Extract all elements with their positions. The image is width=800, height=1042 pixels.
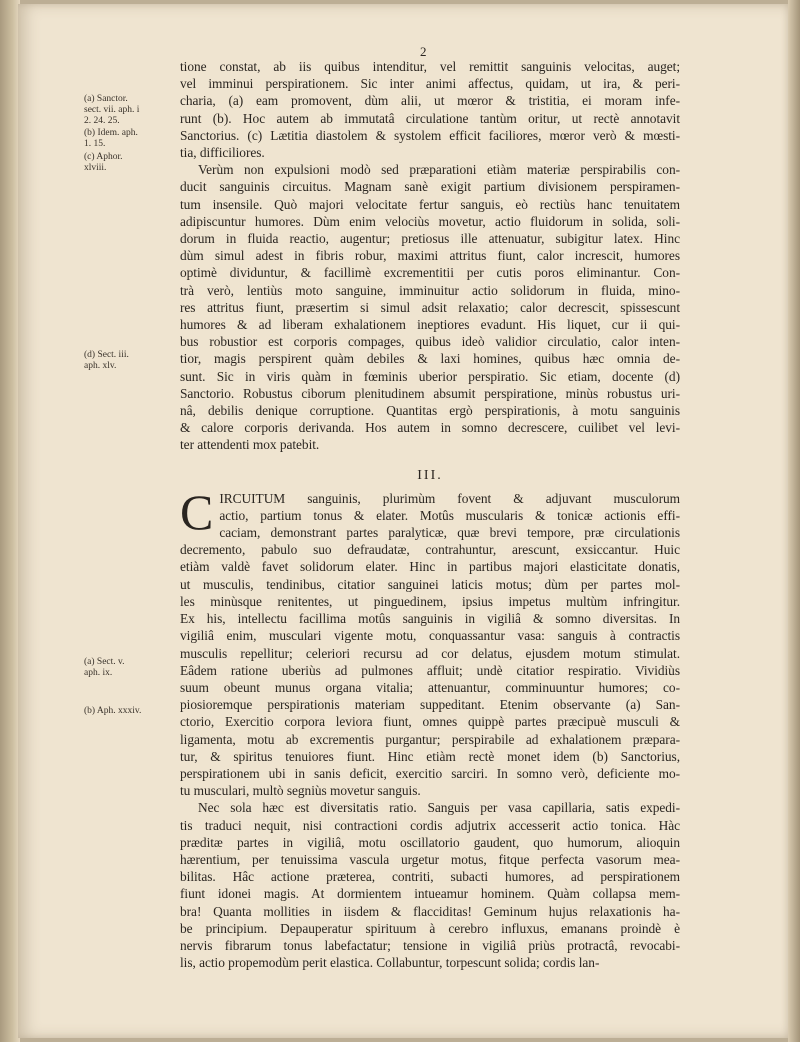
text-line: præditæ partes in vigiliâ, motu oscillatorio gaudent, quo humorum, alioquin [180, 834, 680, 850]
page-number: 2 [420, 44, 427, 59]
text-line: piosioremque perspirationis materiam suppeditant. Etenim observante (a) San- [180, 697, 680, 713]
text-line: ducit sanguinis circuitus. Magnam sanè exigit partium divisionem perspiramen- [180, 179, 680, 195]
text-line: sunt. Sic in viris quàm in fœminis uberior perspiratio. Sic etiam, docente (d) [180, 368, 680, 384]
text-line: caciam, demonstrant partes paralyticæ, quæ brevi tempore, præ circulationis [219, 525, 680, 541]
text-line: actio, partium tonus & elater. Motûs muscularis & tonicæ actionis effi- [219, 507, 680, 523]
text-line: trà verò, lentiùs moto sanguine, imminuitur actio solidorum in fluida, mino- [180, 282, 680, 298]
text-line: adipiscuntur humores. Dùm enim velociùs movetur, actio fluidorum in solida, soli- [180, 213, 680, 229]
text-line: & calore corporis derivanda. Hos autem in somno decrescere, cuilibet vel levi- [180, 420, 680, 436]
text-line: tione constat, ab iis quibus intenditur, vel remittit sanguinis velocitas, auget; [180, 59, 680, 74]
text-line: ut musculis, tendinibus, citatior sanguinei laticis motus; dùm per partes mol- [180, 576, 680, 592]
text-line: nâ, debilis denique corruptione. Quantitas ergò perspirationis, à motu sanguinis [180, 403, 680, 419]
text-line: tis traduci nequit, nisi contractioni cordis adjutrix accesserit actio tonica. Hàc [180, 817, 680, 833]
text-line: etiàm valdè favet solidorum elater. Hinc in partibus majori elasticitate donatis, [180, 559, 680, 575]
margin-note: (a) Sanctor. sect. vii. aph. i 2. 24. 25. [84, 94, 140, 126]
text-line: charia, (a) eam promovent, dùm alii, ut mœror & tristitia, ei moram infe- [180, 93, 680, 109]
page-gutter-shadow [0, 0, 20, 1042]
paragraph [180, 58, 680, 161]
paragraph [180, 483, 680, 800]
text-line: bilitas. Hâc actione præterea, contriti, subacti humores, ad perspirationem [180, 869, 680, 885]
paragraph [180, 161, 680, 453]
text-line: Nec sola hæc est diversitatis ratio. Sanguis per vasa capillaria, satis expedi- [198, 800, 680, 816]
text-line: runt (b). Hoc autem ab immutatâ circulatione tantùm oritur, ut rectè annotavit [180, 110, 680, 126]
section-heading: III. [417, 467, 443, 483]
text-line: Ex his, intellectu facillima motûs sanguinis in vigiliâ & somno diversitas. In [180, 611, 680, 627]
text-line: decremento, pabulo suo defraudatæ, contrahuntur, arescunt, exsiccantur. Huic [180, 542, 680, 558]
text-line: IRCUITUM sanguinis, plurimùm fovent & adjuvant musculorum [219, 490, 680, 506]
text-line: lis, actio propemodùm perit elastica. Collabuntur, torpescunt solida; cordis lan- [180, 955, 600, 971]
text-line: bus robustior est corporis compages, quibus ideò validior circulatio, calor inten- [180, 334, 680, 350]
text-line: hærentium, per tenuissima vascula urgetur motus, fitque perfecta vasorum mea- [180, 851, 680, 867]
text-line: ctorio, Exercitio corpora leviora fiunt, omnes quippè partes præcipuè musculi & [180, 714, 680, 730]
text-line: musculis repellitur; celeriori recursu ad cor delatus, ejusdem motum stimulat. [180, 645, 680, 661]
page-right-edge [788, 0, 800, 1042]
text-line: dorum in fluida reactio, augentur; pretiosus ille attenuatur, subigitur latex. Hinc [180, 231, 680, 247]
text-line: vigiliâ enim, musculari vigente motu, conquassantur vasa: sanguis à contractis [180, 628, 680, 644]
text-line: tia, difficiliores. [180, 145, 265, 161]
text-line: tior, magis perspirent quàm debiles & laxi homines, quibus hæc omnia de- [180, 351, 680, 367]
text-line: vel imminui perspirationem. Sic inter animi affectus, quidam, ut ira, & peri- [180, 76, 680, 92]
text-line: tu musculari, multò segniùs movetur sanguis. [180, 783, 421, 799]
margin-note: (c) Aphor. xlviii. [84, 152, 123, 173]
text-line: optimè dividuntur, & facillimè excrementitii per cutis poros eliminantur. Con- [180, 265, 680, 281]
text-line: ligamenta, motu ab excrementis purgantur; perspirabile ad exhalationem præpara- [180, 731, 680, 747]
margin-note: (b) Idem. aph. 1. 15. [84, 128, 138, 149]
margin-note: (b) Aph. xxxiv. [84, 706, 142, 716]
text-line: dùm simul adest in fibris robur, maximi attritus fiunt, calor increscit, humores [180, 248, 680, 264]
text-line: ter attendenti mox patebit. [180, 437, 320, 453]
body-text [180, 58, 680, 971]
text-line: perspirationem ubi in sanis deficit, exercitio sarciri. In somno verò, deficiente mo- [180, 765, 680, 781]
text-line: nervis fibrarum tonus labefactatur; tensione in vigiliâ priùs protractâ, revocabi- [180, 937, 680, 953]
text-line: Sanctorio. Robustus ciborum plenitudinem absumit perspiratione, minùs robustus uri- [180, 385, 680, 401]
text-line: humores & ad liberam exhalationem ineptiores evadunt. His liquet, cur ii qui- [180, 317, 680, 333]
paragraph [180, 799, 680, 971]
text-line: res attritus fiunt, præsertim si simul adsit relaxatio; calor decrescit, spissescunt [180, 299, 680, 315]
text-line: fiunt idonei magis. At dormientem intueamur hominem. Quàm collapsa mem- [180, 886, 680, 902]
margin-note: (a) Sect. v. aph. ix. [84, 657, 125, 678]
text-line: les minùsque renitentes, ut pinguedinem, ipsius impetus multùm infringitur. [180, 593, 680, 609]
margin-note: (d) Sect. iii. aph. xlv. [84, 350, 129, 371]
text-line: tum insensile. Quò majori velocitate fertur sanguis, eò rectiùs hanc tenuitatem [180, 196, 680, 212]
text-line: be principium. Depauperatur spirituum à cerebro influxus, emanans proindè è [180, 920, 680, 936]
drop-cap: C [180, 483, 214, 540]
text-line: bra! Quanta mollities in iisdem & flacciditas! Geminum hujus relaxationis ha- [180, 903, 680, 919]
text-line: suum obeunt munus organa vitalia; attenuantur, comminuuntur humores; co- [180, 679, 680, 695]
text-line: Sanctorius. (c) Lætitia diastolem & systolem efficit faciliores, mœror verò & mœsti- [180, 127, 680, 143]
text-line: Verùm non expulsioni modò sed præparationi etiàm materiæ perspirabilis con- [198, 162, 680, 178]
text-line: tur, & spiritus tenuiores fiunt. Hinc etiàm rectè monet idem (b) Sanctorius, [180, 748, 680, 764]
text-line: Eâdem ratione uberiùs ad pulmones affluit; undè citatior respiratio. Vividiùs [180, 662, 680, 678]
